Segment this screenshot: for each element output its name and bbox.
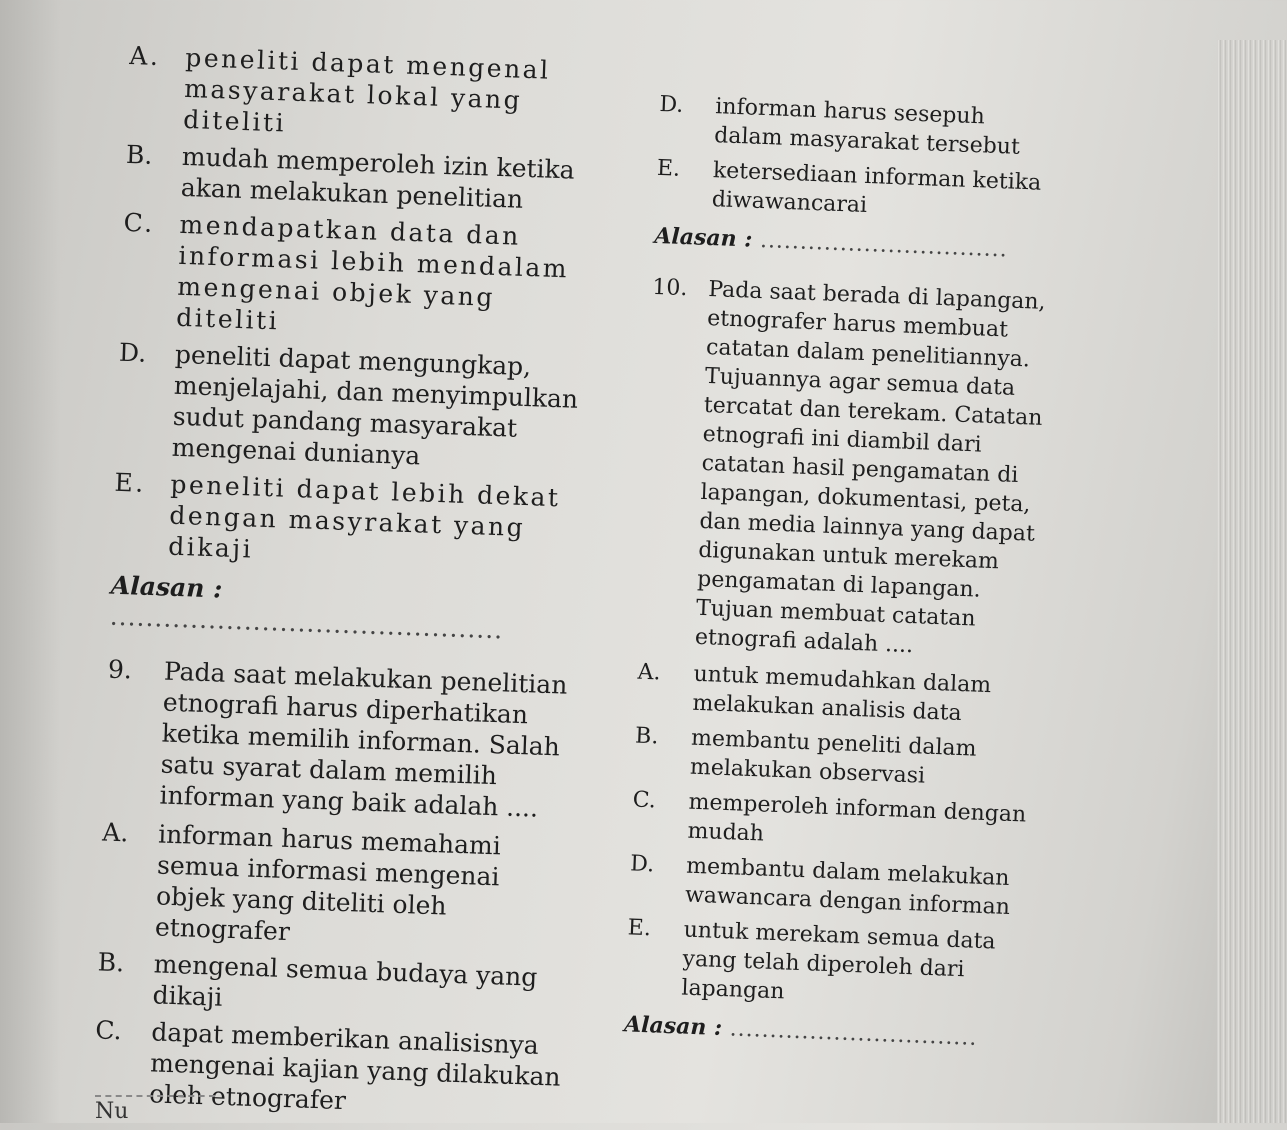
left-column	[93, 40, 600, 1130]
option-letter: C.	[123, 207, 156, 238]
q10-option-c	[631, 785, 1028, 858]
option-text: peneliti dapat lebih dekat dengan masyrakat yang dikaji	[167, 469, 562, 564]
q9-option-b	[96, 946, 568, 1024]
option-letter: D.	[118, 337, 147, 368]
option-letter: C.	[94, 1015, 123, 1046]
alasan-answer-line[interactable]: ...............................	[729, 1016, 978, 1051]
option-text: mengenal semua budaya yang dikaji	[152, 949, 538, 1012]
question-text: Pada saat melakukan penelitian etnografi harus diperhatikan ketika memilih informan. Salah satu syarat dalam memilih informan yang baik adalah ....	[159, 656, 568, 823]
alasan-label: Alasan :	[110, 570, 223, 604]
q10-option-a	[636, 658, 1033, 731]
option-text: peneliti dapat mengungkap, menjelajahi, dan menyimpulkan sudut pandang masyarakat mengenai dunianya	[171, 339, 579, 471]
question-10	[639, 273, 1048, 665]
option-letter: B.	[97, 947, 125, 978]
q10-alasan	[624, 1010, 1020, 1054]
alasan-label: Alasan :	[653, 222, 753, 253]
q10-option-b	[634, 722, 1031, 795]
page-gutter-shadow	[0, 0, 60, 1123]
option-letter: D.	[629, 851, 655, 878]
question-number: 9.	[107, 654, 133, 685]
option-text: memperoleh informan dengan mudah	[687, 789, 1027, 847]
q8-option-b	[124, 139, 596, 217]
q8-option-e	[112, 467, 585, 576]
option-letter: B.	[125, 139, 153, 170]
q8-option-c	[120, 207, 594, 347]
question-9	[103, 654, 578, 825]
option-text: ketersediaan informan ketika diwawancarai	[711, 158, 1042, 219]
q9-option-e	[655, 154, 1052, 227]
q9-option-d	[658, 90, 1055, 163]
q8-option-d	[115, 337, 589, 477]
option-text: mudah memperoleh izin ketika akan melakukan penelitian	[180, 141, 576, 214]
option-letter: E.	[656, 155, 681, 182]
option-letter: A.	[128, 40, 161, 72]
option-letter: C.	[632, 787, 657, 814]
q10-option-d	[629, 849, 1026, 922]
right-column	[623, 90, 1055, 1076]
option-text: untuk memudahkan dalam melakukan analisis data	[692, 661, 992, 727]
q8-option-a	[127, 40, 600, 149]
option-text: untuk merekam semua data yang telah diperoleh dari lapangan	[681, 917, 997, 1005]
option-letter: A.	[637, 659, 661, 686]
option-text: dapat memberikan analisisnya mengenai kajian yang dilakukan oleh etnografer	[148, 1017, 562, 1116]
q10-option-e	[625, 913, 1023, 1015]
option-text: informan harus memahami semua informasi mengenai objek yang diteliti oleh etnografer	[154, 819, 502, 947]
q9-option-a	[99, 817, 573, 957]
alasan-label: Alasan :	[623, 1011, 723, 1042]
question-number: 10.	[651, 274, 688, 302]
q9-alasan	[654, 222, 1050, 266]
page-edge-stack	[1217, 40, 1287, 1123]
option-text: mendapatkan data dan informasi lebih mendalam mengenai objek yang diteliti	[175, 209, 570, 336]
option-text: informan harus sesepuh dalam masyarakat tersebut	[713, 94, 1021, 160]
option-text: peneliti dapat mengenal masyarakat lokal yang diteliti	[182, 42, 552, 138]
option-letter: E.	[114, 467, 147, 498]
question-text: Pada saat berada di lapangan, etnografer harus membuat catatan dalam penelitiannya. Tujuannya agar semua data tercatat dan terekam. Catatan etnografi ini diambil dari catatan hasil pengamatan di lapangan, dokumentasi, peta, dan media lainnya yang dapat digunakan untuk merekam pengamatan di lapangan. Tujuan membuat catatan etnografi adalah ....	[694, 277, 1047, 659]
alasan-answer-line[interactable]: ............................................	[109, 601, 504, 645]
bottom-text-fragment: Nu	[95, 1095, 215, 1124]
q8-alasan	[109, 570, 581, 648]
option-letter: E.	[627, 915, 652, 942]
alasan-answer-line[interactable]: ...............................	[759, 227, 1009, 263]
option-letter: B.	[634, 723, 659, 750]
option-text: membantu peneliti dalam melakukan observasi	[689, 725, 977, 789]
option-text: membantu dalam melakukan wawancara dengan informan	[684, 853, 1011, 921]
option-letter: A.	[101, 817, 129, 848]
option-letter: D.	[658, 91, 684, 118]
